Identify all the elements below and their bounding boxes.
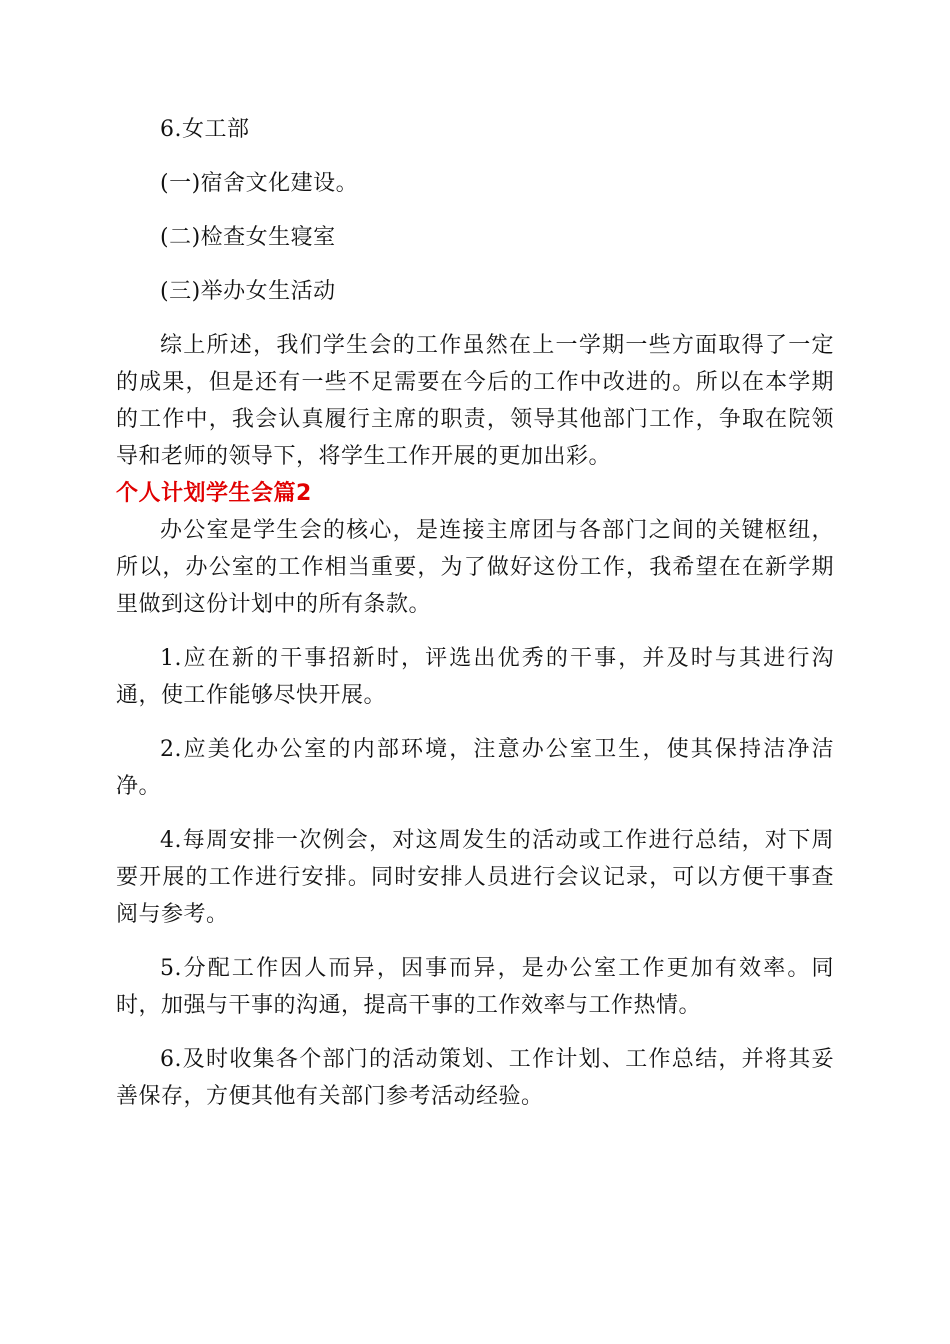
plan-item-2: 2.应美化办公室的内部环境，注意办公室卫生，使其保持洁净洁净。 [116,737,834,799]
subitem-check-dorms: (二)检查女生寝室 [160,225,336,250]
item-women-department: 6.女工部 [160,117,250,142]
subitem-female-activities: (三)举办女生活动 [160,279,336,304]
section-heading: 个人计划学生会篇2 [116,481,312,506]
plan-item-1: 1.应在新的干事招新时，评选出优秀的干事，并及时与其进行沟通，使工作能够尽快开展。 [116,646,834,708]
summary-paragraph: 综上所述，我们学生会的工作虽然在上一学期一些方面取得了一定的成果，但是还有一些不足需要在今后的工作中改进的。所以在本学期的工作中，我会认真履行主席的职责，领导其他部门工作，争取在院领导和老师的领导下，将学生工作开展的更加出彩。 [116,333,834,469]
subitem-dorm-culture: (一)宿舍文化建设。 [160,171,359,196]
plan-item-5: 5.分配工作因人而异，因事而异，是办公室工作更加有效率。同时，加强与干事的沟通，提高干事的工作效率与工作热情。 [116,956,834,1018]
plan-item-4: 4.每周安排一次例会，对这周发生的活动或工作进行总结，对下周要开展的工作进行安排。同时安排人员进行会议记录，可以方便干事查阅与参考。 [116,828,834,927]
plan-item-6: 6.及时收集各个部门的活动策划、工作计划、工作总结，并将其妥善保存，方便其他有关部门参考活动经验。 [116,1047,834,1109]
document-body [116,111,834,1115]
intro-paragraph: 办公室是学生会的核心，是连接主席团与各部门之间的关键枢纽，所以，办公室的工作相当重要，为了做好这份工作，我希望在在新学期里做到这份计划中的所有条款。 [116,518,834,617]
